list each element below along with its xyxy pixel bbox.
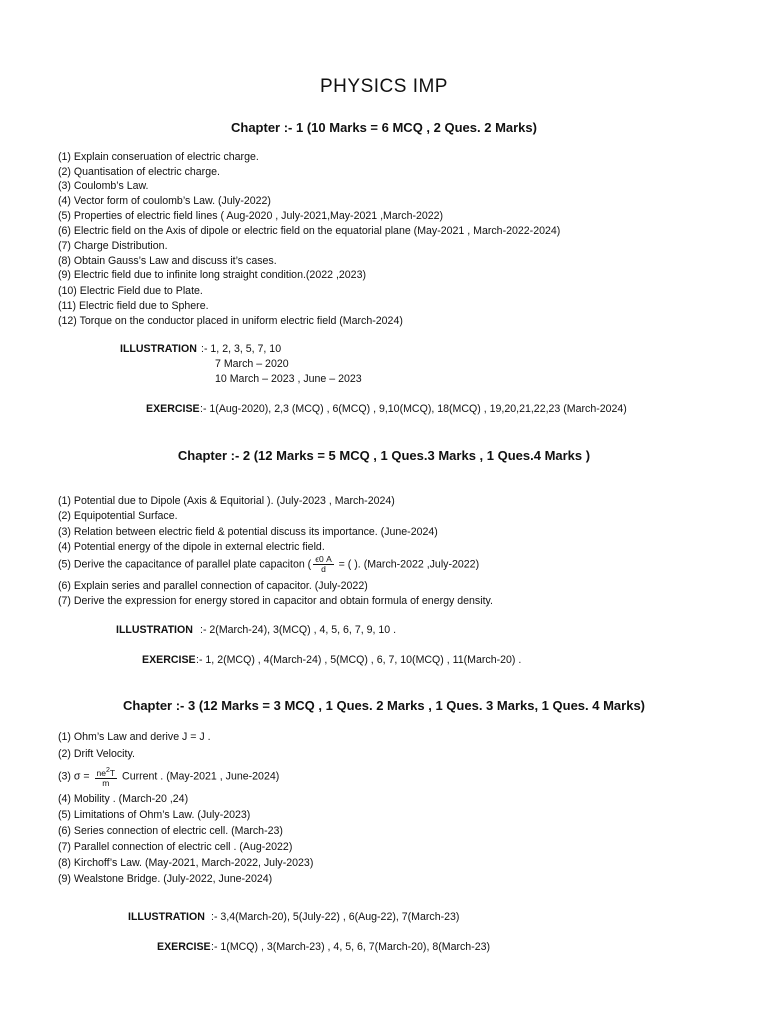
ch3-item: (6) Series connection of electric cell. (March-23)	[58, 825, 283, 837]
ch3-item3-text: (3) σ =	[58, 770, 93, 783]
ch3-item: (5) Limitations of Ohm’s Law. (July-2023)	[58, 809, 251, 821]
ch2-item5-tail: = ( ). (March-2022 ,July-2022)	[335, 558, 480, 571]
chapter-2-heading: Chapter :- 2 (12 Marks = 5 MCQ , 1 Ques.3 Marks , 1 Ques.4 Marks )	[177, 448, 591, 463]
ch1-item: (10) Electric Field due to Plate.	[58, 285, 203, 297]
numerator-t: T	[109, 767, 116, 778]
ch1-illustration-label: ILLUSTRATION	[120, 343, 197, 355]
ch1-item: (5) Properties of electric field lines ( Aug-2020 , July-2021,May-2021 ,March-2022)	[58, 210, 444, 222]
fraction-denominator: d	[321, 564, 326, 574]
ch1-exercise-text: :- 1(Aug-2020), 2,3 (MCQ) , 6(MCQ) , 9,10(MCQ), 18(MCQ) , 19,20,21,22,23 (March-2024)	[200, 403, 627, 415]
ch2-item: (4) Potential energy of the dipole in external electric field.	[58, 541, 325, 553]
chapter-1-heading: Chapter :- 1 (10 Marks = 6 MCQ , 2 Ques. 2 Marks)	[231, 120, 537, 135]
ch1-item: (8) Obtain Gauss’s Law and discuss it’s cases.	[58, 255, 277, 267]
numerator-exponent: 2	[105, 767, 110, 774]
ch1-item: (9) Electric field due to infinite long straight condition.(2022 ,2023)	[58, 269, 366, 281]
ch2-exercise-text: :- 1, 2(MCQ) , 4(March-24) , 5(MCQ) , 6, 7, 10(MCQ) , 11(March-20) .	[196, 654, 522, 666]
conductivity-fraction	[95, 766, 118, 788]
ch1-illustration-line: 7 March – 2020	[215, 358, 289, 370]
chapter-3-heading: Chapter :- 3 (12 Marks = 3 MCQ , 1 Ques. 2 Marks , 1 Ques. 3 Marks, 1 Ques. 4 Marks)	[122, 698, 646, 713]
ch2-item: (7) Derive the expression for energy stored in capacitor and obtain formula of energy density.	[58, 595, 493, 607]
ch3-illustration-text: :- 3,4(March-20), 5(July-22) , 6(Aug-22), 7(March-23)	[211, 911, 460, 923]
ch2-item5-text: (5) Derive the capacitance of parallel plate capaciton (	[58, 558, 312, 571]
ch2-item: (1) Potential due to Dipole (Axis & Equitorial ). (July-2023 , March-2024)	[58, 495, 395, 507]
ch1-item: (3) Coulomb’s Law.	[58, 180, 149, 192]
ch3-item-3	[58, 766, 279, 788]
ch1-item: (11) Electric field due to Sphere.	[58, 300, 209, 312]
ch2-item: (3) Relation between electric field & potential discuss its importance. (June-2024)	[58, 526, 438, 538]
fraction-numerator: ϵ0 A	[315, 554, 332, 564]
ch3-exercise-label: EXERCISE	[157, 941, 211, 953]
fraction-denominator: m	[102, 777, 110, 788]
ch1-item: (1) Explain conseruation of electric charge.	[58, 151, 259, 163]
ch1-illustration-line: :- 1, 2, 3, 5, 7, 10	[201, 343, 282, 355]
ch1-item: (12) Torque on the conductor placed in uniform electric field (March-2024)	[58, 315, 403, 327]
ch3-item: (2) Drift Velocity.	[58, 748, 135, 760]
ch2-item: (2) Equipotential Surface.	[58, 510, 178, 522]
ch1-item: (2) Quantisation of electric charge.	[58, 166, 220, 178]
ch1-illustration-line: 10 March – 2023 , June – 2023	[215, 373, 362, 385]
ch1-exercise-label: EXERCISE	[146, 403, 200, 415]
fraction-numerator	[95, 766, 118, 779]
ch3-item: (4) Mobility . (March-20 ,24)	[58, 793, 189, 805]
ch1-item: (6) Electric field on the Axis of dipole or electric field on the equatorial plane (May-2021 , March-2022-2024)	[58, 225, 561, 237]
ch2-illustration-label: ILLUSTRATION	[116, 624, 193, 636]
ch1-item: (4) Vector form of coulomb’s Law. (July-2022)	[58, 195, 271, 207]
ch1-item: (7) Charge Distribution.	[58, 240, 168, 252]
ch3-item: (8) Kirchoff’s Law. (May-2021, March-2022, July-2023)	[58, 857, 314, 869]
ch2-item: (6) Explain series and parallel connection of capacitor. (July-2022)	[58, 580, 368, 592]
ch3-item: (7) Parallel connection of electric cell . (Aug-2022)	[58, 841, 293, 853]
numerator-ne: ne	[96, 767, 106, 778]
ch3-illustration-label: ILLUSTRATION	[128, 911, 205, 923]
ch3-item: (1) Ohm’s Law and derive J = J .	[58, 731, 211, 743]
ch2-illustration-text: :- 2(March-24), 3(MCQ) , 4, 5, 6, 7, 9, 10 .	[200, 624, 397, 636]
ch3-exercise-text: :- 1(MCQ) , 3(March-23) , 4, 5, 6, 7(March-20), 8(March-23)	[211, 941, 491, 953]
ch3-item: (9) Wealstone Bridge. (July-2022, June-2024)	[58, 873, 273, 885]
ch2-exercise-label: EXERCISE	[142, 654, 196, 666]
ch3-item3-tail: Current . (May-2021 , June-2024)	[119, 770, 280, 783]
capacitance-fraction	[313, 555, 334, 574]
page-title: PHYSICS IMP	[320, 76, 448, 97]
ch2-item-5	[58, 555, 479, 574]
